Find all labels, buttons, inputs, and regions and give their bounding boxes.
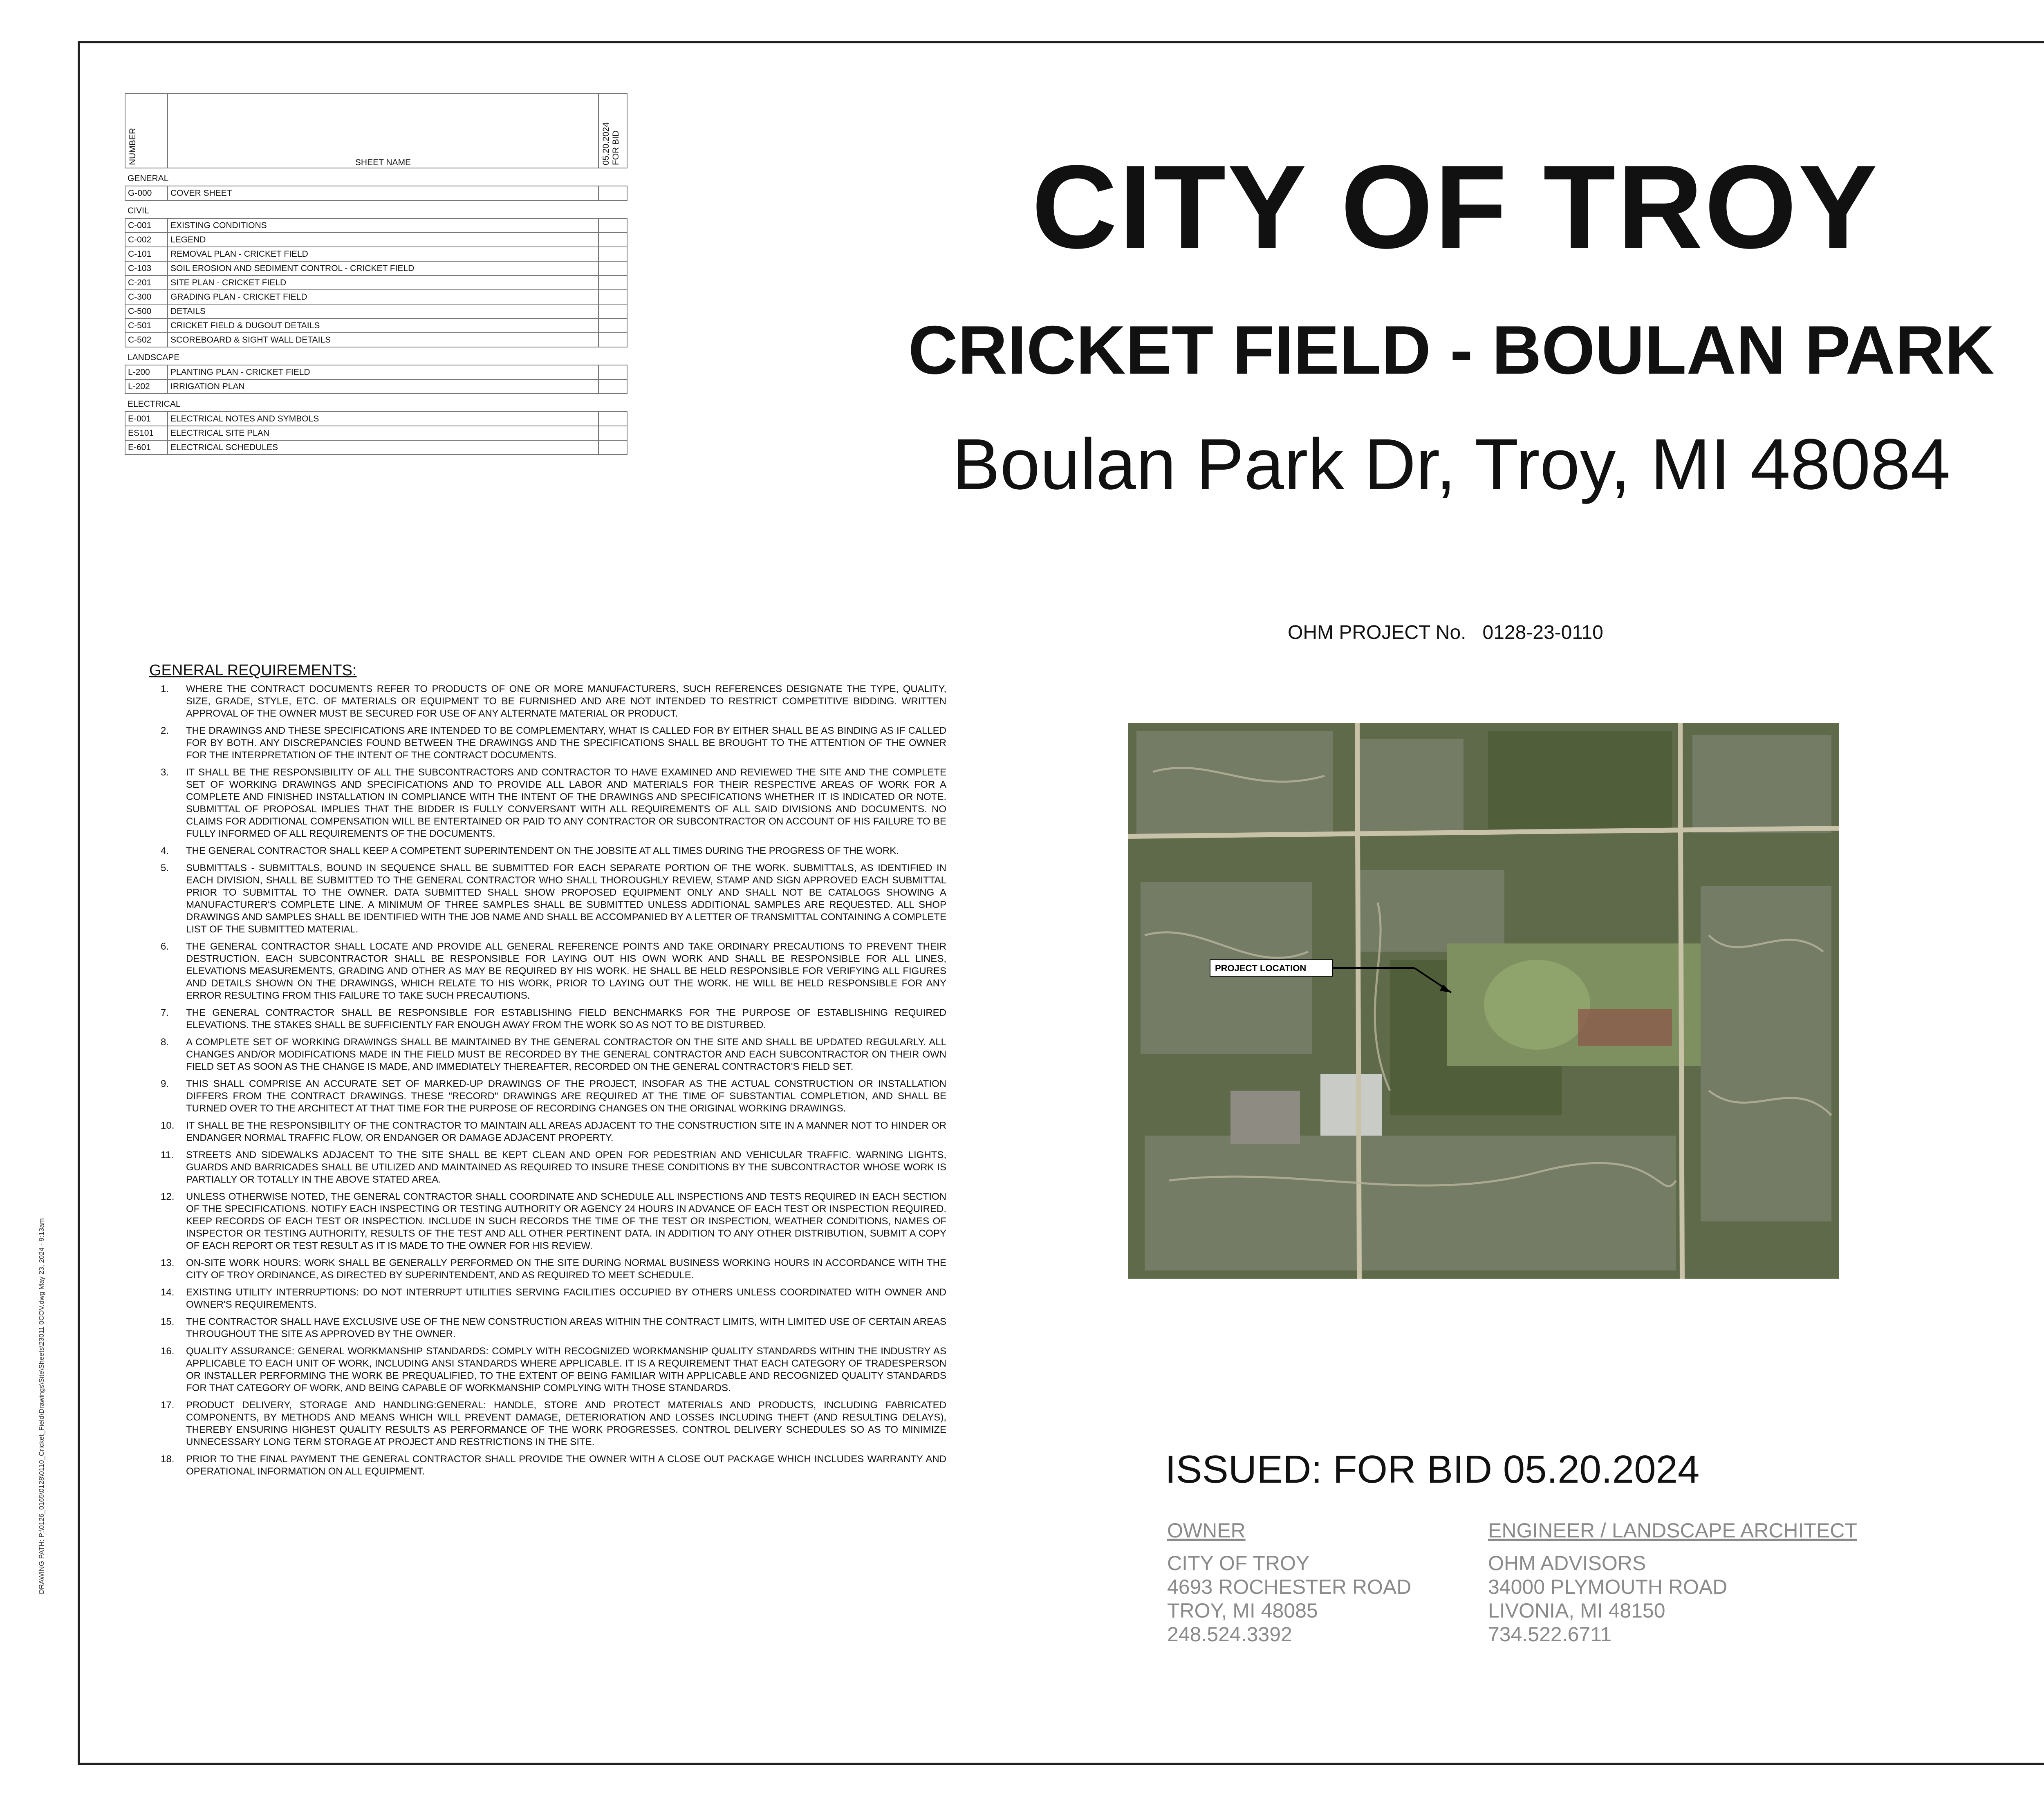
index-sheet-number: E-601 [125,440,168,455]
requirement-item [149,1078,946,1115]
index-group [125,168,627,186]
title-address: Boulan Park Dr, Troy, MI 48084 [952,424,1951,504]
issued-statement: ISSUED: FOR BID 05.20.2024 [1165,1447,1700,1491]
index-sheet-number: E-001 [125,412,168,426]
index-row [125,304,627,318]
requirement-item [149,1149,946,1186]
requirement-text: WHERE THE CONTRACT DOCUMENTS REFER TO PRODUCTS OF ONE OR MORE MANUFACTURERS, SUCH REFERENCES DESIGNATE THE TYPE, QUALITY, SIZE, GRADE, STYLE, ETC. OF MATERIALS OR EQUIPMENT TO BE FURNISHED AND ARE NOT INTENDED TO RESTRICT COMPETITIVE BIDDING. WRITTEN APPROVAL OF THE OWNER MUST BE SECURED FOR USE OF ANY ALTERNATE MATERIAL OR PRODUCT. [186,683,946,719]
index-sheet-number: L-200 [125,365,168,379]
requirement-item [149,1007,946,1031]
index-row [125,276,627,290]
project-number-label: OHM PROJECT No. [1288,622,1466,643]
index-row [125,426,627,440]
owner-line: 4693 ROCHESTER ROAD [1167,1575,1412,1598]
index-header-number-label: NUMBER [128,128,137,165]
index-sheet-number: C-002 [125,233,168,247]
requirement-text: IT SHALL BE THE RESPONSIBILITY OF THE CONTRACTOR TO MAINTAIN ALL AREAS ADJACENT TO THE CONSTRUCTION SITE IN A MANNER NOT TO HINDER OR ENDANGER NORMAL TRAFFIC FLOW, OR ENDANGER OR DAMAGE ADJACENT PROPERTY. [186,1120,946,1143]
requirements-heading: GENERAL REQUIREMENTS: [149,662,357,679]
requirement-text: STREETS AND SIDEWALKS ADJACENT TO THE SITE SHALL BE KEPT CLEAN AND OPEN FOR PEDESTRIAN AND VEHICULAR TRAFFIC. WARNING LIGHTS, GUARDS AND BARRICADES SHALL BE UTILIZED AND MAINTAINED AS REQUIRED TO INSURE THESE CONDITIONS BY THE SUBCONTRACTOR WHOSE WORK IS PARTIALLY OR TOTALLY IN THE ABOVE STATED AREA. [186,1149,946,1185]
owner-heading: OWNER [1167,1519,1246,1542]
index-sheet-name: ELECTRICAL SCHEDULES [168,440,598,455]
requirement-number: 9. [161,1078,169,1089]
requirement-text: QUALITY ASSURANCE: GENERAL WORKMANSHIP STANDARDS: COMPLY WITH RECOGNIZED WORKMANSHIP QUALITY STANDARDS WITHIN THE INDUSTRY AS APPLICABLE TO EACH UNIT OF WORK, INCLUDING ANSI STANDARDS WHERE APPLICABLE. IT IS A REQUIREMENT THAT EACH CATEGORY OF TRADESPERSON OR INSTALLER PERFORMING THE WORK BE PREQUALIFIED, TO THE EXTENT OF BEING FAMILIAR WITH APPLICABLE AND RECOGNIZED QUALITY STANDARDS FOR THAT CATEGORY OF WORK, AND BEING CAPABLE OF WORKMANSHIP COMPLYING WITH THOSE STANDARDS. [186,1346,946,1394]
requirement-text: EXISTING UTILITY INTERRUPTIONS: DO NOT INTERRUPT UTILITIES SERVING FACILITIES OCCUPIED BY OTHERS UNLESS COORDINATED WITH OWNER AND OWNER'S REQUIREMENTS. [186,1287,946,1310]
location-map [1128,723,1839,1279]
owner-line: CITY OF TROY [1167,1552,1310,1575]
requirement-number: 15. [161,1316,175,1327]
index-row [125,186,627,200]
index-sheet-name: CRICKET FIELD & DUGOUT DETAILS [168,318,598,333]
project-number-value: 0128-23-0110 [1482,622,1603,643]
index-row [125,318,627,333]
title-city: CITY OF TROY [1031,141,1879,273]
requirement-text: THE DRAWINGS AND THESE SPECIFICATIONS ARE INTENDED TO BE COMPLEMENTARY, WHAT IS CALLED FOR BY EITHER SHALL BE AS BINDING AS IF CALLED FOR BY BOTH. ANY DISCREPANCIES FOUND BETWEEN THE DRAWINGS AND THE SPECIFICATIONS SHALL BE BROUGHT TO THE ATTENTION OF THE OWNER FOR THE INTERPRETATION OF THE INTENT OF THE CONTRACT DOCUMENTS. [186,725,946,761]
requirement-item [149,683,946,720]
requirement-item [149,766,946,840]
requirement-number: 13. [161,1257,175,1268]
index-issue-cell [598,333,627,347]
index-sheet-number: C-500 [125,304,168,318]
index-sheet-name: ELECTRICAL SITE PLAN [168,426,598,440]
requirement-number: 1. [161,683,169,695]
index-group [125,200,627,218]
index-sheet-number: G-000 [125,186,168,200]
index-header-date [601,122,621,165]
index-group-name: CIVIL [128,206,149,215]
owner-line: TROY, MI 48085 [1167,1599,1318,1622]
requirement-item [149,1257,946,1282]
aerial-map [1128,723,1839,1279]
index-sheet-name: ELECTRICAL NOTES AND SYMBOLS [168,412,598,426]
index-issue-cell [598,290,627,304]
requirement-item [149,845,946,857]
index-issue-cell [598,233,627,247]
requirement-text: UNLESS OTHERWISE NOTED, THE GENERAL CONTRACTOR SHALL COORDINATE AND SCHEDULE ALL INSPECTIONS AND TESTS REQUIRED IN EACH SECTION OF THE SPECIFICATIONS. NOTIFY EACH INSPECTING OR TESTING AUTHORITY OR AGENCY 24 HOURS IN ADVANCE OF EACH TEST OR INSPECTION REQUIRED. KEEP RECORDS OF EACH TEST OR INSPECTION. INCLUDE IN SUCH RECORDS THE TIME OF THE TEST OR INSPECTION, WEATHER CONDITIONS, NAMES OF INSPECTOR OR TESTING AUTHORITY, RESULTS OF THE TEST AND ALL OTHER PERTINENT DATA. IN ADDITION TO ANY OTHER DISTRIBUTION, SUBMIT A COPY OF EACH REPORT OR TEST RESULT AS IT IS MADE TO THE OWNER FOR HIS REVIEW. [186,1191,946,1251]
index-sheet-number: C-501 [125,318,168,333]
index-row [125,261,627,276]
index-header-number [125,94,168,168]
index-sheet-name: EXISTING CONDITIONS [168,218,598,233]
index-group-name: LANDSCAPE [128,353,180,362]
engineer-heading: ENGINEER / LANDSCAPE ARCHITECT [1488,1519,1857,1542]
index-group-name: GENERAL [128,174,169,183]
requirement-number: 16. [161,1346,175,1357]
index-sheet-name: GRADING PLAN - CRICKET FIELD [168,290,598,304]
requirements-list [149,683,946,1478]
project-number [1288,621,1603,644]
index-sheet-number: C-300 [125,290,168,304]
index-issue-cell [598,261,627,276]
requirement-item [149,1191,946,1252]
requirement-text: THE GENERAL CONTRACTOR SHALL BE RESPONSIBLE FOR ESTABLISHING FIELD BENCHMARKS FOR THE PURPOSE OF ESTABLISHING REQUIRED ELEVATIONS. THE STAKES SHALL BE SUFFICIENTLY FAR ENOUGH AWAY FROM THE WORK SO AS NOT TO BE DISTURBED. [186,1007,946,1031]
index-sheet-name: IRRIGATION PLAN [168,379,598,394]
index-issue: FOR BID [611,130,621,165]
requirement-text: THIS SHALL COMPRISE AN ACCURATE SET OF MARKED-UP DRAWINGS OF THE PROJECT, INSOFAR AS THE ACTUAL CONSTRUCTION OR INSTALLATION DIFFERS FROM THE CONTRACT DRAWINGS. THESE "RECORD" DRAWINGS ARE REQUIRED AT THE TIME OF SUBSTANTIAL COMPLETION, AND SHALL BE TURNED OVER TO THE ARCHITECT AT THAT TIME FOR THE PURPOSE OF RECORDING CHANGES ON THE ORIGINAL WORKING DRAWINGS. [186,1078,946,1114]
requirement-item [149,1036,946,1073]
index-group-name: ELECTRICAL [128,399,181,409]
requirement-item [149,941,946,1002]
engineer-line: LIVONIA, MI 48150 [1488,1599,1665,1622]
index-issue-cell [598,412,627,426]
index-row [125,218,627,233]
requirement-text: A COMPLETE SET OF WORKING DRAWINGS SHALL BE MAINTAINED BY THE GENERAL CONTRACTOR ON THE SITE AND SHALL BE UPDATED REGULARLY. ALL CHANGES AND/OR MODIFICATIONS MADE IN THE FIELD MUST BE RECORDED BY THE GENERAL CONTRACTOR AND EACH SUBCONTRACTOR ON THEIR OWN FIELD SET AS SOON AS THE CHANGE IS MADE, AND IMMEDIATELY THEREAFTER, RECORDED ON THE GENERAL CONTRACTOR'S FIELD SET. [186,1037,946,1072]
requirement-number: 6. [161,941,169,952]
engineer-line: OHM ADVISORS [1488,1552,1646,1575]
index-sheet-name: COVER SHEET [168,186,598,200]
index-sheet-name: REMOVAL PLAN - CRICKET FIELD [168,247,598,261]
index-sheet-name: SOIL EROSION AND SEDIMENT CONTROL - CRICKET FIELD [168,261,598,276]
owner-block [1167,1519,1411,1646]
requirement-text: PRIOR TO THE FINAL PAYMENT THE GENERAL CONTRACTOR SHALL PROVIDE THE OWNER WITH A CLOSE OUT PACKAGE WHICH INCLUDES WARRANTY AND OPERATIONAL INFORMATION ON ALL EQUIPMENT. [186,1454,946,1477]
sheet-index-table [125,93,628,455]
requirement-text: IT SHALL BE THE RESPONSIBILITY OF ALL THE SUBCONTRACTORS AND CONTRACTOR TO HAVE EXAMINED AND REVIEWED THE SITE AND THE COMPLETE SET OF WORKING DRAWINGS AND SPECIFICATIONS AND TO PROVIDE ALL LABOR AND MATERIALS FOR THEIR RESPECTIVE AREAS OF WORK FOR A COMPLETE AND FINISHED INSTALLATION IN COMPLIANCE WITH THE INTENT OF THE DRAWINGS AND SPECIFICATIONS WHETHER IT IS INDICATED OR NOTE. SUBMITTAL OF PROPOSAL IMPLIES THAT THE BIDDER IS FULLY CONVERSANT WITH ALL REQUIREMENTS OF ALL SAID DIVISIONS AND DOCUMENTS. NO CLAIMS FOR ADDITIONAL COMPENSATION WILL BE ENTERTAINED OR PAID TO ANY CONTRACTOR OR SUBCONTRACTOR ON ACCOUNT OF HIS FAILURE TO BE FULLY INFORMED OF ALL REQUIREMENTS OF THE DOCUMENTS. [186,767,946,839]
requirement-item [149,1399,946,1448]
index-row [125,440,627,455]
index-sheet-number: C-103 [125,261,168,276]
index-row [125,365,627,379]
index-issue-cell [598,247,627,261]
requirement-number: 5. [161,863,169,874]
index-header-name: SHEET NAME [168,94,598,168]
requirement-item [149,862,946,936]
sheet-index [125,93,628,455]
index-sheet-number: C-101 [125,247,168,261]
requirement-text: ON-SITE WORK HOURS: WORK SHALL BE GENERALLY PERFORMED ON THE SITE DURING NORMAL BUSINESS WORKING HOURS IN ACCORDANCE WITH THE CITY OF TROY ORDINANCE, AS DIRECTED BY SUPERINTENDENT, AND AS REQUIRED TO MEET SCHEDULE. [186,1257,946,1281]
requirement-number: 17. [161,1400,175,1411]
index-sheet-number: ES101 [125,426,168,440]
index-row [125,333,627,347]
requirement-text: THE GENERAL CONTRACTOR SHALL KEEP A COMPETENT SUPERINTENDENT ON THE JOBSITE AT ALL TIMES DURING THE PROGRESS OF THE WORK. [186,845,899,856]
index-issue-cell [598,218,627,233]
index-row [125,290,627,304]
index-row [125,412,627,426]
index-issue-cell [598,318,627,333]
requirement-text: THE CONTRACTOR SHALL HAVE EXCLUSIVE USE OF THE NEW CONSTRUCTION AREAS WITHIN THE CONTRACT LIMITS, WITH LIMITED USE OF CERTAIN AREAS THROUGHOUT THE SITE AS APPROVED BY THE OWNER. [186,1316,946,1340]
index-header-issue [598,94,627,168]
requirement-number: 12. [161,1191,175,1202]
index-row [125,247,627,261]
requirement-item [149,1345,946,1394]
requirement-text: PRODUCT DELIVERY, STORAGE AND HANDLING:GENERAL: HANDLE, STORE AND PROTECT MATERIALS AND PRODUCTS, INCLUDING FABRICATED COMPONENTS, BY METHODS AND MEANS WHICH WILL PREVENT DAMAGE, DETERIORATION AND LOSSES INCLUDING THEFT (AND RESULTING DELAYS), THEREBY ENSURING HIGHEST QUALITY RESULTS AS PERFORMANCE OF THE WORK PROGRESSES. CONTROL DELIVERY SCHEDULES SO AS TO MINIMIZE UNNECESSARY LONG TERM STORAGE AT PROJECT AND RESTRICTIONS IN THE SITE. [186,1400,946,1447]
index-sheet-number: C-201 [125,276,168,290]
requirement-number: 3. [161,767,169,778]
index-sheet-number: L-202 [125,379,168,394]
requirement-item [149,1120,946,1144]
index-row [125,379,627,394]
index-sheet-number: C-502 [125,333,168,347]
requirement-item [149,1316,946,1340]
title-project: CRICKET FIELD - BOULAN PARK [908,311,1995,388]
requirement-item [149,1453,946,1478]
engineer-block [1488,1519,1857,1646]
requirement-text: SUBMITTALS - SUBMITTALS, BOUND IN SEQUENCE SHALL BE SUBMITTED FOR EACH SEPARATE PORTION OF THE WORK. SUBMITTALS, AS IDENTIFIED IN EACH DIVISION, SHALL BE SUBMITTED TO THE GENERAL CONTRACTOR WHO SHALL THOROUGHLY REVIEW, STAMP AND SIGN APPROVED EACH SUBMITTAL PRIOR TO SUBMITTAL TO THE OWNER. DATA SUBMITTED SHALL SHOW PROPOSED EQUIPMENT ONLY AND SHALL NOT BE CATALOGS SHOWING A MANUFACTURER'S COMPLETE LINE. A MINIMUM OF THREE SAMPLES SHALL BE SUBMITTED UNLESS ADDITIONAL SAMPLES ARE REQUESTED. ALL SHOP DRAWINGS AND SAMPLES SHALL BE IDENTIFIED WITH THE JOB NAME AND SHALL BE ACCOMPANIED BY A LETTER OF TRANSMITTAL CONTAINING A COMPLETE LIST OF THE SUBMITTED MATERIAL. [186,863,946,935]
index-issue-cell [598,365,627,379]
requirement-text: THE GENERAL CONTRACTOR SHALL LOCATE AND PROVIDE ALL GENERAL REFERENCE POINTS AND TAKE ORDINARY PRECAUTIONS TO PREVENT THEIR DESTRUCTION. EACH SUBCONTRACTOR SHALL BE RESPONSIBLE FOR LAYING OUT HIS OWN WORK AND SHALL BE RESPONSIBLE FOR ALL LINES, ELEVATIONS MEASUREMENTS, GRADING AND OTHER AS MAY BE REQUIRED BY HIS WORK. HE SHALL BE HELD RESPONSIBLE FOR VERIFYING ALL FIGURES AND DETAILS SHOWN ON THE DRAWINGS, WHICH RELATE TO HIS WORK, PRIOR TO LAYING OUT THE WORK. HE WILL BE HELD RESPONSIBLE FOR ANY ERROR RESULTING FROM THIS FAILURE TO TAKE SUCH PRECAUTIONS. [186,941,946,1001]
index-issue-cell [598,186,627,200]
requirement-number: 4. [161,845,169,856]
index-group [125,394,627,412]
engineer-line: 34000 PLYMOUTH ROAD [1488,1575,1728,1598]
requirement-number: 8. [161,1037,169,1048]
index-sheet-name: SITE PLAN - CRICKET FIELD [168,276,598,290]
map-callout: PROJECT LOCATION [1215,963,1307,973]
index-issue-cell [598,426,627,440]
requirement-number: 10. [161,1120,175,1131]
requirement-number: 2. [161,725,169,736]
index-group [125,347,627,365]
requirement-number: 11. [161,1149,174,1161]
requirement-number: 18. [161,1454,175,1465]
index-issue-cell [598,379,627,394]
index-sheet-name: LEGEND [168,233,598,247]
index-sheet-name: PLANTING PLAN - CRICKET FIELD [168,365,598,379]
engineer-line: 734.522.6711 [1488,1623,1612,1646]
drawing-path: DRAWING PATH: P:\0126_0165\0128\0110_Cricket_Field\Drawings\Site\Sheets\23011 0COV.dwg May 23, 2024 - 9:13am [38,1218,45,1594]
owner-line: 248.524.3392 [1167,1623,1292,1646]
index-sheet-number: C-001 [125,218,168,233]
requirement-number: 14. [161,1287,175,1298]
index-issue-cell [598,276,627,290]
general-requirements [149,664,946,1483]
index-issue-cell [598,304,627,318]
requirement-item [149,725,946,762]
index-sheet-name: DETAILS [168,304,598,318]
index-row [125,233,627,247]
index-sheet-name: SCOREBOARD & SIGHT WALL DETAILS [168,333,598,347]
requirement-item [149,1286,946,1311]
index-date: 05.20.2024 [601,122,611,165]
index-issue-cell [598,440,627,455]
requirement-number: 7. [161,1007,169,1018]
